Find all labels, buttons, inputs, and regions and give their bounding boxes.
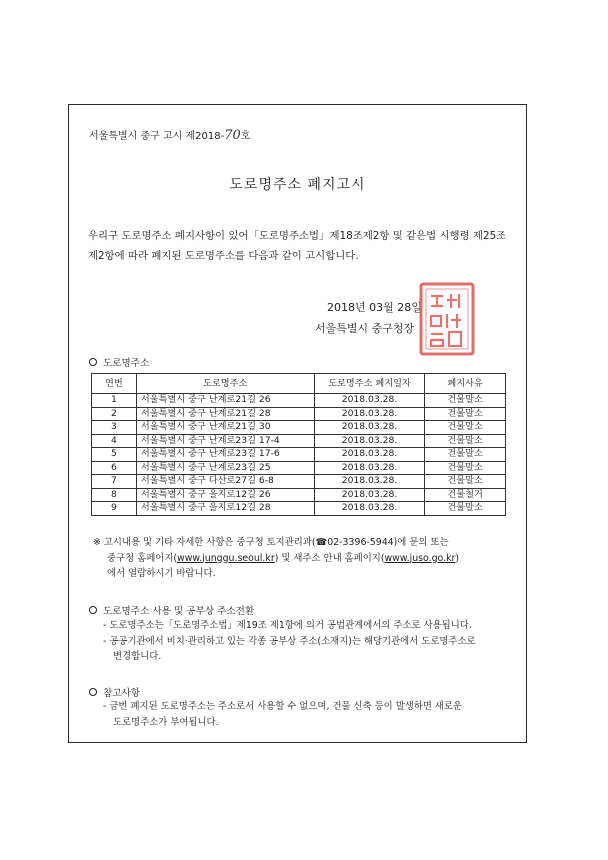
section-reference-title [89,685,140,699]
section-reference-label: 참고사항 [103,688,141,699]
col-header-abolish-date: 도로명주소 폐지일자 [314,374,425,394]
cell-address: 서울특별시 중구 난계로23길 25 [136,461,314,475]
intro-paragraph: 우리구 도로명주소 폐지사항이 있어「도로명주소법」제18조제2항 및 같은법 시행령 제25조 제2항에 따라 폐지된 도로명주소를 다음과 같이 고시합니다. [88,230,507,262]
col-header-address: 도로명주소 [136,374,314,394]
note-line-2-middle: ) 및 새주소 안내 홈페이지( [274,552,385,564]
notice-number-handwritten: 70 [224,128,241,143]
table-row [92,461,506,475]
usage-items [103,618,476,665]
cell-number: 2 [92,407,137,421]
cell-date: 2018.03.28. [314,488,425,502]
cell-number: 5 [92,448,137,462]
table-row [92,448,506,462]
reference-item-1: - 금번 폐지된 도로명주소는 주소로서 사용할 수 없으며, 건물 신축 등이 발생하면 새로운 [103,701,463,712]
table-row [92,421,506,435]
cell-reason: 건물말소 [425,475,506,489]
juso-homepage-link[interactable]: www.juso.go.kr [384,552,456,564]
address-table [91,373,506,516]
cell-address: 서울특별시 중구 다산로27길 6-8 [136,475,314,489]
issuer-name: 서울특별시 중구청장 [315,322,415,335]
bullet-circle-icon [89,358,97,366]
cell-date: 2018.03.28. [314,434,425,448]
note-line-2-end: ) [455,552,460,564]
cell-number: 8 [92,488,137,502]
cell-date: 2018.03.28. [314,461,425,475]
table-row [92,488,506,502]
usage-item-1: - 도로명주소는「도로명주소법」제19조 제1항에 의거 공법관계에서의 주소로 사용됩니다. [103,620,472,631]
cell-address: 서울특별시 중구 난계로23길 17-4 [136,434,314,448]
cell-address: 서울특별시 중구 난계로21길 30 [136,421,314,435]
note-line-3: 에서 열람하시기 바랍니다. [107,568,216,579]
cell-reason: 건물말소 [425,448,506,462]
note-line-2 [93,551,459,567]
note-line-2-start: 중구청 홈페이지( [107,552,178,564]
table-row [92,394,506,408]
cell-date: 2018.03.28. [314,394,425,408]
bullet-circle-icon [89,606,97,614]
table-header-row [92,374,506,394]
official-seal-icon [417,280,477,358]
cell-number: 3 [92,421,137,435]
cell-reason: 건물말소 [425,461,506,475]
table-row [92,407,506,421]
cell-number: 4 [92,434,137,448]
cell-reason: 건물철거 [425,488,506,502]
col-header-reason: 폐지사유 [425,374,506,394]
usage-item-2: - 공공기관에서 비치·관리하고 있는 각종 공부상 주소(소재지)는 해당기관에서 도로명주소로 [103,635,476,647]
notice-number-text: 서울특별시 중구 고시 제2018- [89,131,225,142]
cell-reason: 건물말소 [425,394,506,408]
document-title: 도로명주소 폐지고시 [229,177,366,193]
cell-address: 서울특별시 중구 난계로23길 17-6 [136,448,314,462]
cell-reason: 건물말소 [425,421,506,435]
cell-reason: 건물말소 [425,407,506,421]
col-header-number: 연번 [92,374,137,394]
reference-items [103,699,462,730]
notice-date: 2018년 03월 28일 [327,301,422,314]
cell-number: 1 [92,394,137,408]
notice-document [68,104,527,743]
section-usage-title [89,603,254,617]
table-row [92,475,506,489]
usage-item-2-cont: 변경합니다. [113,651,162,662]
cell-number: 6 [92,461,137,475]
cell-reason: 건물말소 [425,434,506,448]
notice-number [89,127,250,143]
junggu-homepage-link[interactable]: www.junggu.seoul.kr [177,552,275,564]
cell-number: 7 [92,475,137,489]
cell-reason: 건물말소 [425,502,506,516]
note-line-1: ※ 고시내용 및 기타 자세한 사항은 중구청 토지관리과(☎02-3396-5944)에 문의 또는 [93,537,449,548]
cell-date: 2018.03.28. [314,421,425,435]
cell-address: 서울특별시 중구 을지로12길 26 [136,488,314,502]
bullet-circle-icon [89,688,97,696]
section-road-address-title [89,355,149,369]
section-road-address-label: 도로명주소 [103,358,150,369]
cell-address: 서울특별시 중구 을지로12길 28 [136,502,314,516]
cell-date: 2018.03.28. [314,407,425,421]
cell-date: 2018.03.28. [314,502,425,516]
cell-address: 서울특별시 중구 난계로21길 26 [136,394,314,408]
section-usage-label: 도로명주소 사용 및 공부상 주소전환 [103,606,255,617]
table-row [92,502,506,516]
notice-number-suffix: 호 [240,131,251,142]
table-row [92,434,506,448]
reference-item-1-cont: 도로명주소가 부여됩니다. [113,716,219,728]
cell-number: 9 [92,502,137,516]
cell-date: 2018.03.28. [314,448,425,462]
cell-address: 서울특별시 중구 난계로21길 28 [136,407,314,421]
inquiry-note [93,535,459,582]
cell-date: 2018.03.28. [314,475,425,489]
